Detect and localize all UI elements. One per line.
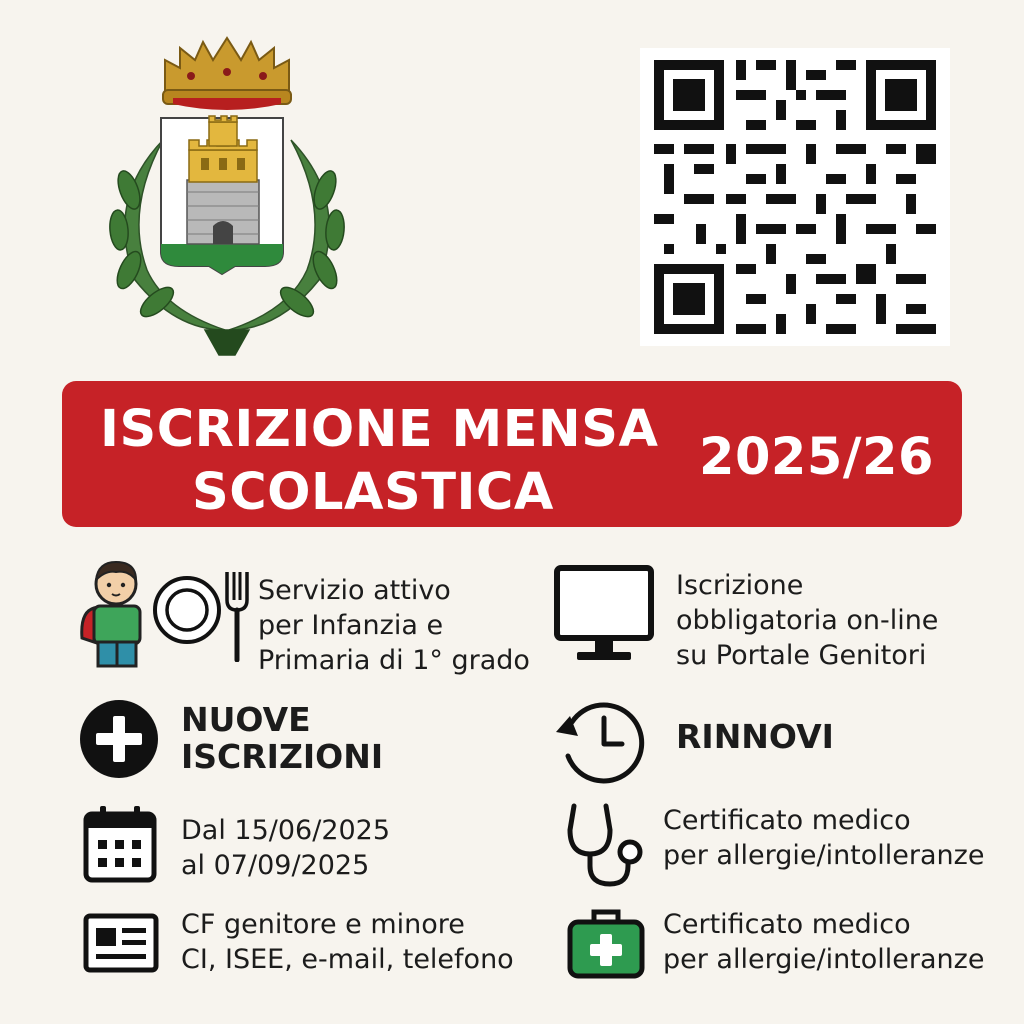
municipal-emblem-icon — [95, 30, 360, 365]
new-enrollments-line-1: NUOVE — [181, 700, 311, 739]
medical-2-text — [663, 907, 984, 977]
title-banner — [62, 381, 962, 527]
documents-text — [181, 907, 514, 977]
documents-line-1: CF genitore e minore — [181, 909, 465, 940]
service-line-1: Servizio attivo — [258, 575, 451, 606]
history-clock-icon — [550, 696, 646, 784]
medical-2-line-1: Certificato medico — [663, 909, 911, 940]
qr-code-icon[interactable] — [640, 48, 950, 346]
plus-circle-icon — [78, 698, 160, 780]
service-line-3: Primaria di 1° grado — [258, 645, 530, 676]
calendar-icon — [82, 804, 158, 884]
online-line-3: su Portale Genitori — [676, 640, 927, 671]
shield-icon — [161, 116, 283, 274]
dates-text — [181, 813, 390, 883]
first-aid-kit-icon — [566, 906, 646, 980]
banner-title-line-1: ISCRIZIONE MENSA — [100, 400, 659, 459]
dates-line-1: Dal 15/06/2025 — [181, 815, 391, 846]
online-line-1: Iscrizione — [676, 570, 804, 601]
documents-line-2: CI, ISEE, e-mail, telefono — [181, 944, 514, 975]
fork-icon — [224, 570, 250, 662]
crown-icon — [163, 38, 291, 110]
child-icon — [76, 558, 150, 668]
online-text — [676, 568, 938, 673]
medical-1-text — [663, 803, 984, 873]
medical-1-line-2: per allergie/intolleranze — [663, 840, 985, 871]
medical-1-line-1: Certificato medico — [663, 805, 911, 836]
id-card-icon — [82, 912, 160, 974]
new-enrollments-line-2: ISCRIZIONI — [181, 737, 384, 776]
plate-icon — [151, 574, 223, 646]
monitor-icon — [553, 564, 655, 664]
service-line-2: per Infanzia e — [258, 610, 444, 641]
renewals-heading: RINNOVI — [676, 717, 834, 756]
medical-2-line-2: per allergie/intolleranze — [663, 944, 985, 975]
dates-line-2: al 07/09/2025 — [181, 850, 370, 881]
service-text — [258, 573, 530, 678]
stethoscope-icon — [560, 800, 650, 890]
new-enrollments-heading — [181, 701, 383, 775]
banner-title-line-2: SCOLASTICA — [192, 463, 554, 522]
banner-year: 2025/26 — [698, 428, 934, 487]
online-line-2: obbligatoria on-line — [676, 605, 939, 636]
